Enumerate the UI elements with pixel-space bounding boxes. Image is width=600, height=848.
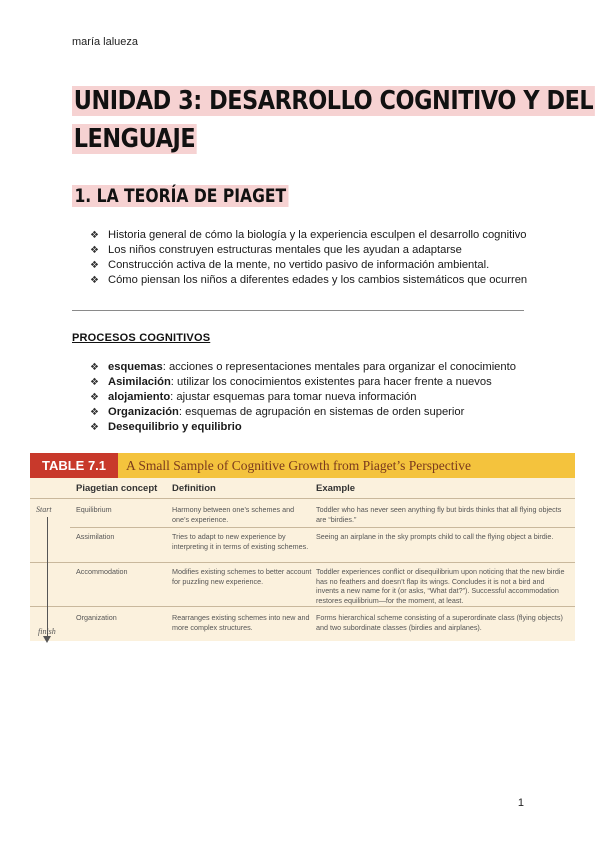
diamond-bullet-icon: ❖ [90, 377, 99, 388]
table-cell-example: Seeing an airplane in the sky prompts child to call the flying object a birdie. [316, 532, 554, 541]
list-item [90, 258, 527, 273]
diamond-bullet-icon: ❖ [90, 362, 99, 373]
horizontal-divider [72, 310, 524, 311]
table-cell-concept: Equilibrium [76, 505, 112, 514]
column-header-example: Example [316, 483, 356, 494]
progression-arrow-line [47, 517, 48, 639]
process-term: alojamiento [108, 391, 171, 403]
table-rule [70, 527, 575, 528]
table-cell-definition: Harmony between one’s schemes and one’s experience. [172, 505, 295, 524]
diamond-bullet-icon: ❖ [90, 422, 99, 433]
author-name: maría lalueza [72, 36, 139, 48]
column-header-definition: Definition [172, 483, 216, 494]
list-item [90, 420, 516, 435]
process-description: : utilizar los conocimientos existentes para hacer frente a nuevos [170, 376, 492, 388]
table-rule [30, 606, 575, 607]
start-label: Start [36, 505, 52, 514]
list-item [90, 360, 516, 375]
table-cell-definition: Tries to adapt to new experience by interpreting it in terms of existing schemes. [172, 532, 309, 551]
processes-heading: PROCESOS COGNITIVOS [72, 332, 211, 344]
table-cell-example: Toddler experiences conflict or disequilibrium upon noticing that the new birdie has no feathers and doesn’t flap its wings. Concludes it is not a bird and invents a new name for it (or asks, “What dat?”). Successful accommodation restores equilibrium—for the moment, at least. [316, 567, 565, 605]
processes-bullet-list [90, 360, 516, 435]
list-item-text: Construcción activa de la mente, no vertido pasivo de información ambiental. [108, 259, 490, 271]
diamond-bullet-icon: ❖ [90, 245, 99, 256]
list-item [90, 243, 527, 258]
title-line-2: LENGUAJE [73, 124, 196, 154]
list-item [90, 390, 516, 405]
table-title: A Small Sample of Cognitive Growth from Piaget’s Perspective [126, 458, 471, 473]
column-header-concept: Piagetian concept [76, 483, 158, 494]
diamond-bullet-icon: ❖ [90, 260, 99, 271]
table-cell-definition: Modifies existing schemes to better account for puzzling new experience. [172, 567, 312, 586]
process-term: Asimilación [108, 376, 171, 388]
piaget-table-figure [30, 453, 575, 641]
diamond-bullet-icon: ❖ [90, 407, 99, 418]
table-cell-example: Toddler who has never seen anything fly but birds thinks that all flying objects are “birdies.” [316, 505, 562, 524]
process-term: Desequilibrio y equilibrio [108, 421, 242, 433]
arrow-down-icon [43, 636, 51, 643]
list-item-text: Historia general de cómo la biología y la experiencia esculpen el desarrollo cognitivo [108, 229, 527, 241]
table-cell-concept: Organization [76, 613, 117, 622]
list-item-text: Cómo piensan los niños a diferentes edades y los cambios sistemáticos que ocurren [108, 274, 528, 286]
list-item [90, 273, 527, 288]
page-number: 1 [517, 797, 524, 809]
table-cell-example: Forms hierarchical scheme consisting of a superordinate class (flying objects) and two subordinate classes (birdies and airplanes). [316, 613, 563, 632]
process-term: esquemas [108, 361, 163, 373]
intro-bullet-list [90, 228, 527, 288]
list-item [90, 405, 516, 420]
diamond-bullet-icon: ❖ [90, 392, 99, 403]
list-item-text: Los niños construyen estructuras mentales que les ayudan a adaptarse [108, 244, 462, 256]
process-description: : acciones o representaciones mentales para organizar el conocimiento [162, 361, 516, 373]
table-cell-concept: Accommodation [76, 567, 128, 576]
table-header-bar [30, 453, 575, 478]
table-label: TABLE 7.1 [30, 453, 118, 478]
list-item [90, 228, 527, 243]
table-rule [30, 562, 575, 563]
finish-label: finish [38, 627, 56, 636]
table-cell-concept: Assimilation [76, 532, 115, 541]
process-description: : esquemas de agrupación en sistemas de orden superior [178, 406, 465, 418]
table-rule [30, 498, 575, 499]
list-item [90, 375, 516, 390]
section-title [72, 184, 289, 209]
title-line-1: UNIDAD 3: DESARROLLO COGNITIVO Y DEL [73, 86, 594, 116]
process-description: : ajustar esquemas para tomar nueva información [170, 391, 417, 403]
section-title-text: 1. LA TEORÍA DE PIAGET [72, 185, 289, 207]
page-title [72, 82, 594, 158]
process-term: Organización [108, 406, 179, 418]
diamond-bullet-icon: ❖ [90, 230, 99, 241]
diamond-bullet-icon: ❖ [90, 275, 99, 286]
table-cell-definition: Rearranges existing schemes into new and more complex structures. [172, 613, 310, 632]
